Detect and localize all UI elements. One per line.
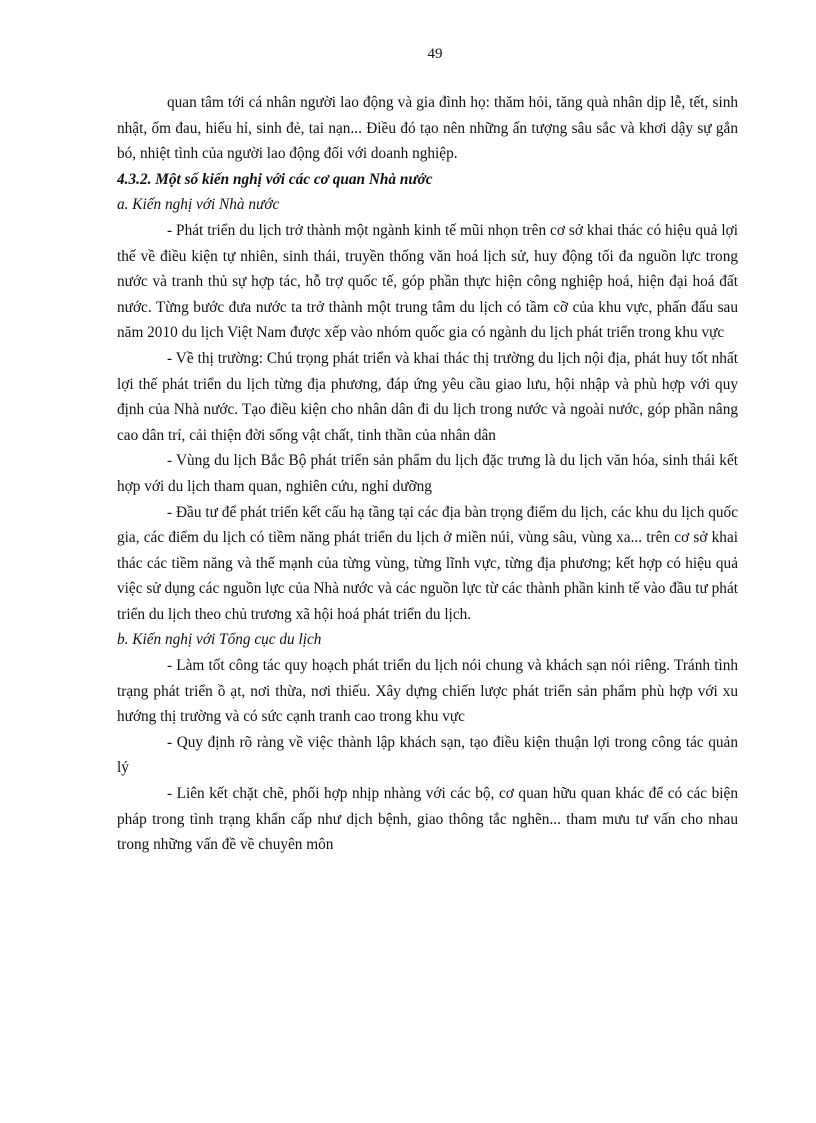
paragraph-regulation: - Quy định rõ ràng về việc thành lập khách sạn, tạo điều kiện thuận lợi trong công tác quản lý — [117, 733, 738, 777]
paragraph-infrastructure: - Đầu tư để phát triển kết cấu hạ tầng tại các địa bàn trọng điểm du lịch, các khu du lịch quốc gia, các điểm du lịch có tiềm năng phát triển du lịch ở miền núi, vùng sâu, vùng xa... trên cơ sở khai thác các tiềm năng và thế mạnh của từng vùng, từng lĩnh vực, từng địa phương; kết hợp có hiệu quả việc sử dụng các nguồn lực của Nhà nước và các nguồn lực từ các thành phần kinh tế vào đầu tư phát triển du lịch theo chủ trương xã hội hoá phát triển du lịch. — [117, 503, 738, 623]
page-number: 49 — [427, 46, 443, 62]
paragraph-planning: - Làm tốt công tác quy hoạch phát triển du lịch nói chung và khách sạn nói riêng. Tránh tình trạng phát triển ồ ạt, nơi thừa, nơi thiếu. Xây dựng chiến lược phát triển sản phẩm phù hợp với xu hướng thị trường và có sức cạnh tranh cao trong khu vực — [117, 657, 738, 726]
paragraph-northern-region: - Vùng du lịch Bắc Bộ phát triển sản phẩm du lịch đặc trưng là du lịch văn hóa, sinh thái kết hợp với du lịch tham quan, nghiên cứu, nghỉ dưỡng — [117, 452, 738, 495]
paragraph-market: - Về thị trường: Chú trọng phát triển và khai thác thị trường du lịch nội địa, phát huy tốt nhất lợi thế phát triển du lịch từng địa phương, đáp ứng yêu cầu giao lưu, hội nhập và phù hợp với quy định của Nhà nước. Tạo điều kiện cho nhân dân đi du lịch trong nước và ngoài nước, góp phần nâng cao dân trí, cải thiện đời sống vật chất, tinh thần của nhân dân — [117, 349, 738, 444]
paragraph-continuation: quan tâm tới cá nhân người lao động và gia đình họ: thăm hỏi, tăng quà nhân dịp lễ, tết, sinh nhật, ốm đau, hiếu hỉ, sinh đẻ, tai nạn... Điều đó tạo nên những ấn tượng sâu sắc và khơi dậy sự gắn bó, nhiệt tình của người lao động đối với doanh nghiệp. — [117, 94, 738, 163]
document-body — [117, 90, 738, 858]
paragraph-coordination: - Liên kết chặt chẽ, phối hợp nhịp nhàng với các bộ, cơ quan hữu quan khác để có các biện pháp trong tình trạng khẩn cấp như dịch bệnh, giao thông tắc nghẽn... tham mưu tư vấn cho nhau trong những vấn đề về chuyên môn — [117, 785, 738, 854]
subsection-heading-b: b. Kiến nghị với Tổng cục du lịch — [117, 631, 322, 649]
subsection-heading-a: a. Kiến nghị với Nhà nước — [117, 196, 280, 214]
paragraph-tourism-development: - Phát triển du lịch trở thành một ngành kinh tế mũi nhọn trên cơ sở khai thác có hiệu quả lợi thế về điều kiện tự nhiên, sinh thái, truyền thống văn hoá lịch sử, huy động tối đa nguồn lực trong nước và tranh thủ sự hợp tác, hỗ trợ quốc tế, góp phần thực hiện công nghiệp hoá, hiện đại hoá đất nước. Từng bước đưa nước ta trở thành một trung tâm du lịch có tầm cỡ của khu vực, phấn đấu sau năm 2010 du lịch Việt Nam được xếp vào nhóm quốc gia có ngành du lịch phát triển trong khu vực — [117, 221, 738, 342]
section-heading: 4.3.2. Một số kiến nghị với các cơ quan Nhà nước — [117, 170, 433, 188]
